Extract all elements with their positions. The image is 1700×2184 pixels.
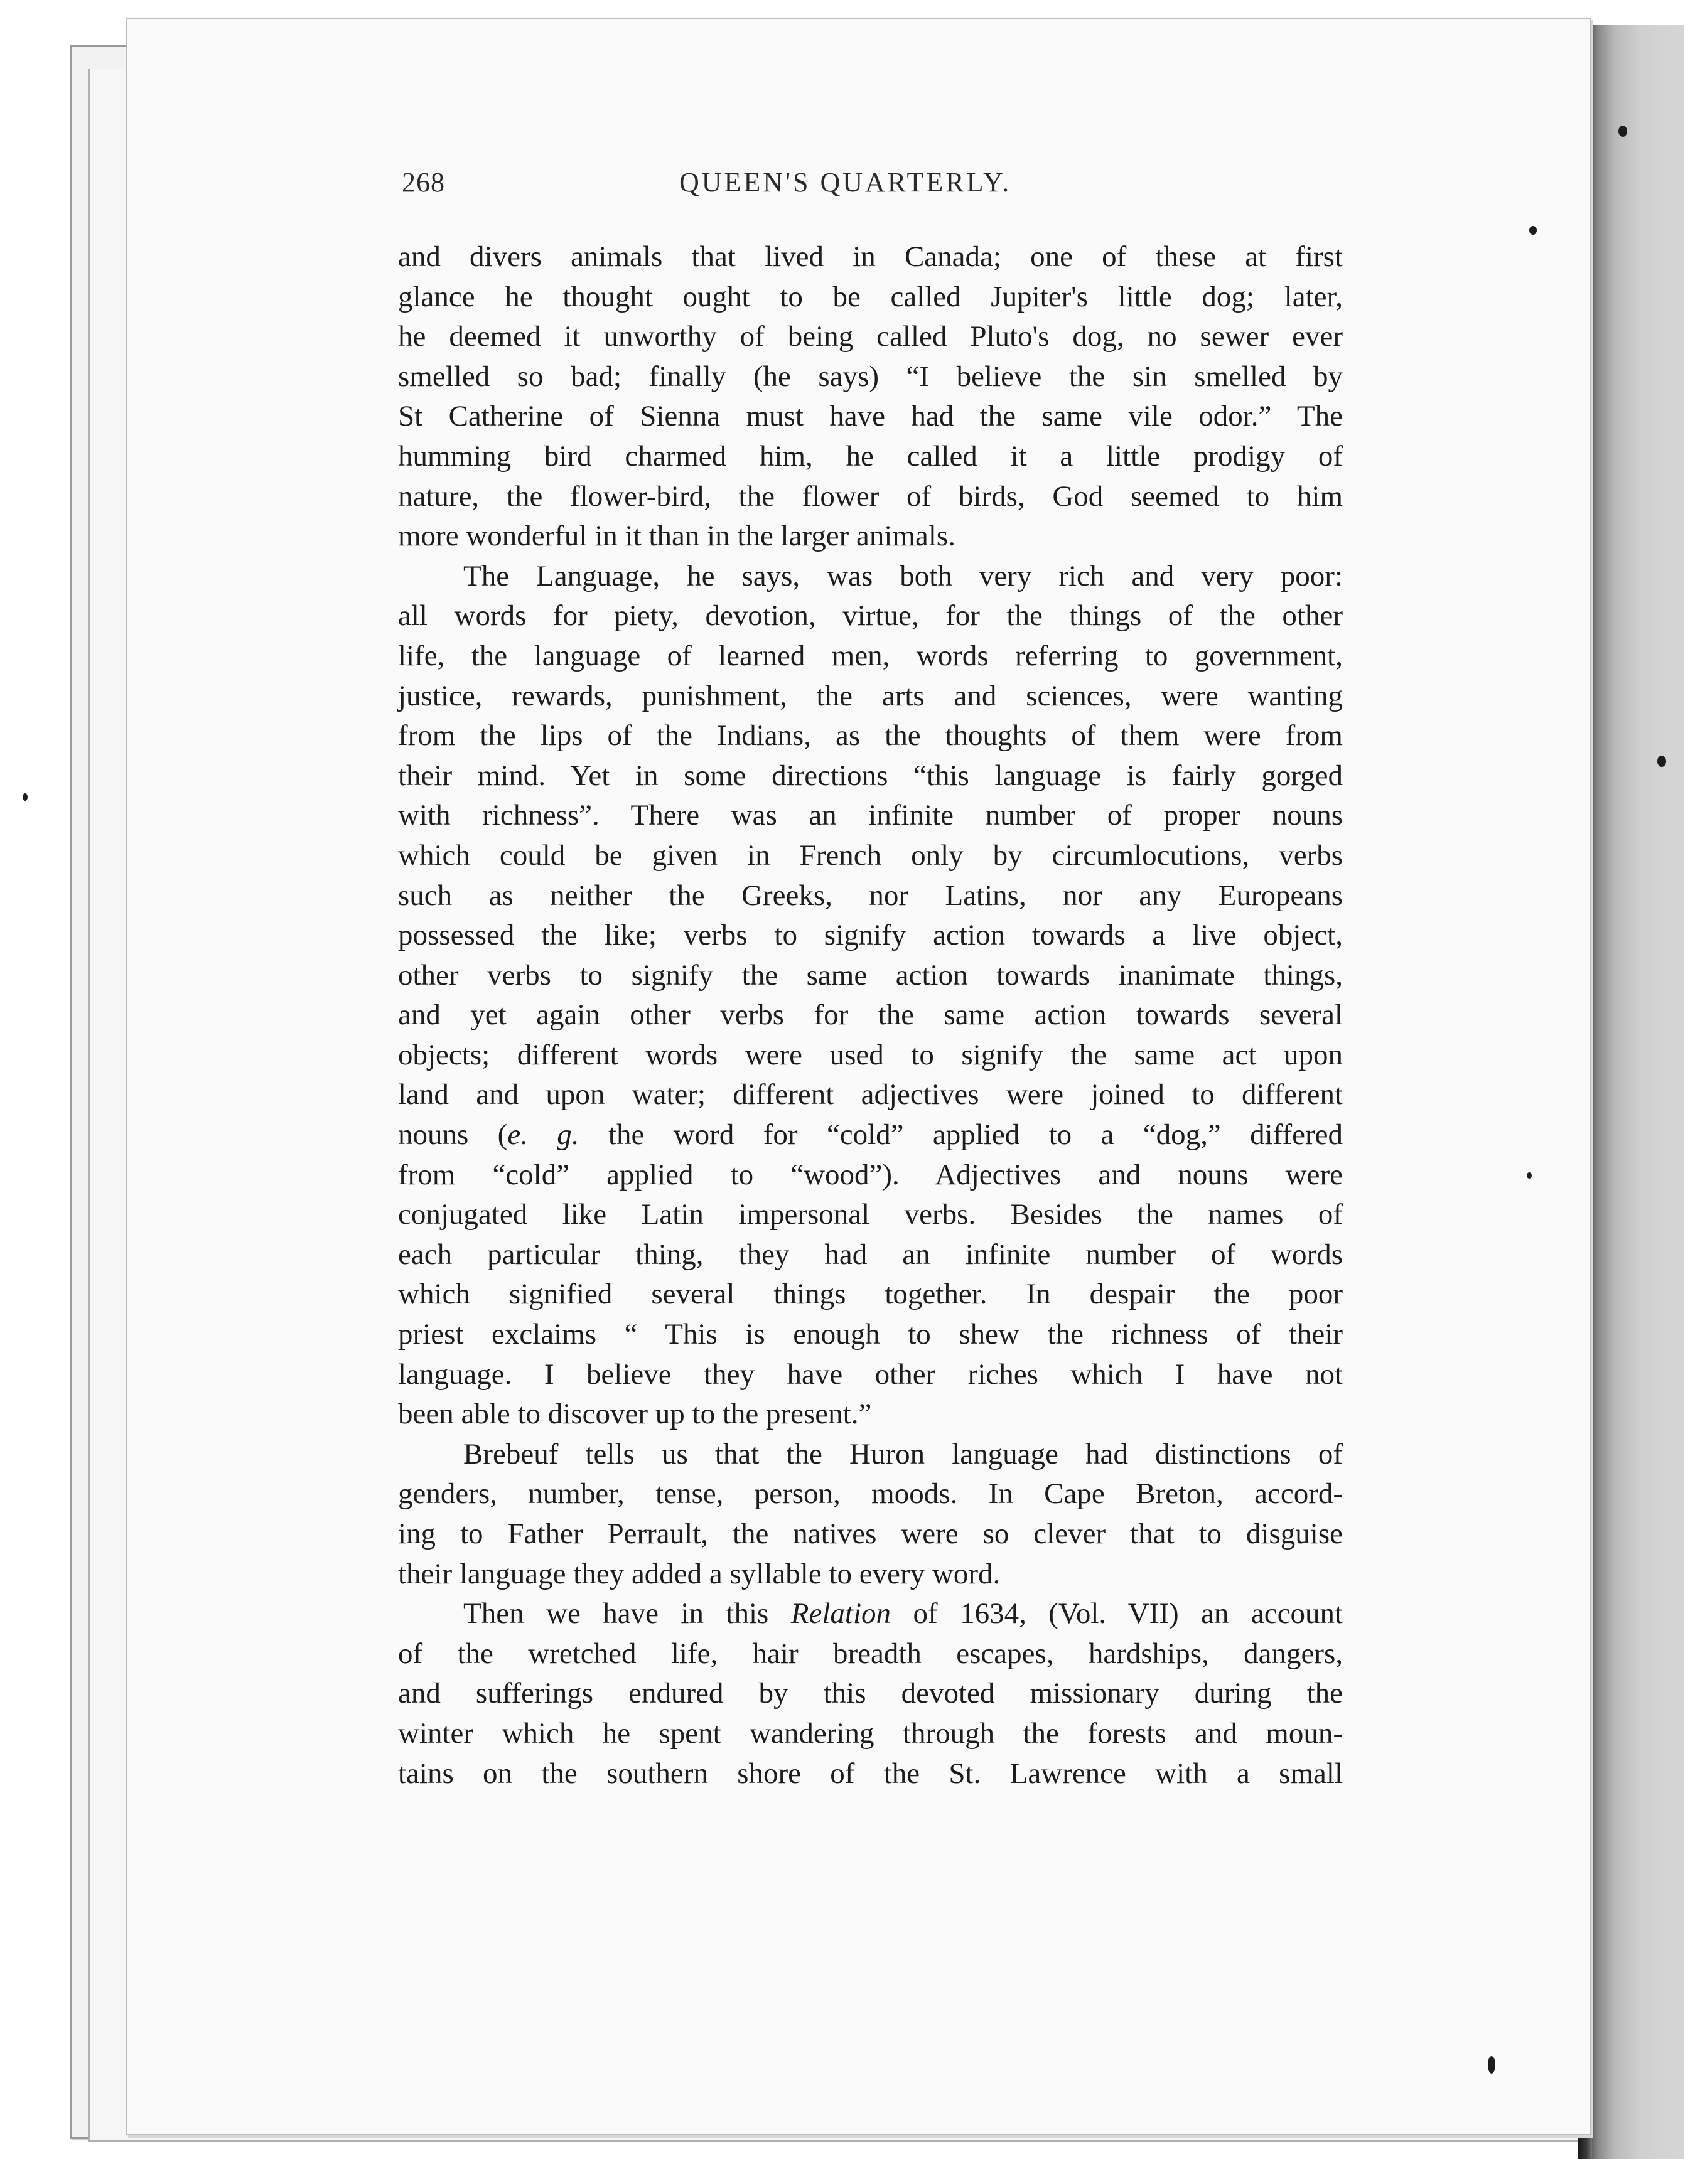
text-line: their mind. Yet in some directions “this language is fairly gorged [398,759,1343,792]
text-line: nature, the flower-bird, the flower of birds, God seemed to him [398,479,1343,513]
text-line: tains on the southern shore of the St. Lawrence with a small [398,1757,1343,1790]
paragraph [398,1435,1343,1594]
text-line: smelled so bad; finally (he says) “I believe the sin smelled by [398,360,1343,393]
text-line: each particular thing, they had an infinite number of words [398,1238,1343,1271]
text-line: land and upon water; different adjectives were joined to different [398,1078,1343,1111]
scan-speck [1488,2056,1495,2074]
binding-gutter [1590,25,1684,2159]
text-line: life, the language of learned men, words referring to government, [398,639,1343,672]
text-line: priest exclaims “ This is enough to shew the richness of their [398,1318,1343,1351]
text-line: language. I believe they have other riches which I have not [398,1357,1343,1391]
text-line: with richness”. There was an infinite number of proper nouns [398,799,1343,832]
text-line: Brebeuf tells us that the Huron language had distinctions of [463,1437,1343,1470]
scan-speck [1657,756,1666,767]
scan-speck [1527,1172,1532,1179]
text-line: been able to discover up to the present.” [398,1398,872,1431]
text-line: objects; different words were used to signify the same act upon [398,1038,1343,1071]
text-line: justice, rewards, punishment, the arts and sciences, were wanting [398,679,1343,712]
text-line: ing to Father Perrault, the natives were so clever that to disguise [398,1518,1343,1550]
scan-speck [23,793,28,801]
paragraph [398,557,1343,1435]
text-line: humming bird charmed him, he called it a little prodigy of [398,439,1343,473]
text-line: he deemed it unworthy of being called Pluto's dog, no sewer ever [398,320,1343,353]
scan-speck [1618,126,1627,137]
scan-speck [1529,226,1537,235]
text-line: possessed the like; verbs to signify action towards a live object, [398,919,1343,952]
text-line: glance he thought ought to be called Jupiter's little dog; later, [398,280,1343,313]
text-line: more wonderful in it than in the larger animals. [398,520,955,553]
text-line: all words for piety, devotion, virtue, for the things of the other [398,599,1343,633]
text-line: The Language, he says, was both very rich and very poor: [463,559,1343,592]
text-line: from the lips of the Indians, as the thoughts of them were from [398,719,1343,752]
text-line: Then we have in this Relation of 1634, (Vol. VII) an account [463,1597,1343,1630]
paragraph [398,237,1343,557]
text-line: their language they added a syllable to every word. [398,1557,1001,1590]
text-line: such as neither the Greeks, nor Latins, nor any Europeans [398,879,1343,912]
text-line: other verbs to signify the same action towards inanimate things, [398,958,1343,992]
text-line: and yet again other verbs for the same action towards several [398,998,1343,1032]
journal-title: QUEEN'S QUARTERLY. [679,167,1012,198]
text-line: winter which he spent wandering through the forests and moun- [398,1716,1343,1750]
text-line: and sufferings endured by this devoted missionary during the [398,1677,1343,1710]
text-line: which signified several things together. In despair the poor [398,1278,1343,1311]
text-line: genders, number, tense, person, moods. In Cape Breton, accord- [398,1477,1343,1511]
text-line: nouns (e. g. the word for “cold” applied to a “dog,” differed [398,1118,1343,1152]
text-line: conjugated like Latin impersonal verbs. Besides the names of [398,1198,1343,1231]
page-number: 268 [402,167,445,198]
text-line: of the wretched life, hair breadth escapes, hardships, dangers, [398,1637,1343,1670]
text-line: which could be given in French only by circumlocutions, verbs [398,838,1343,872]
text-line: from “cold” applied to “wood”). Adjectives and nouns were [398,1158,1343,1191]
body-text [398,237,1343,1794]
paragraph [398,1594,1343,1794]
text-line: St Catherine of Sienna must have had the same vile odor.” The [398,400,1343,433]
running-head [402,166,1356,204]
text-line: and divers animals that lived in Canada; one of these at first [398,240,1343,273]
